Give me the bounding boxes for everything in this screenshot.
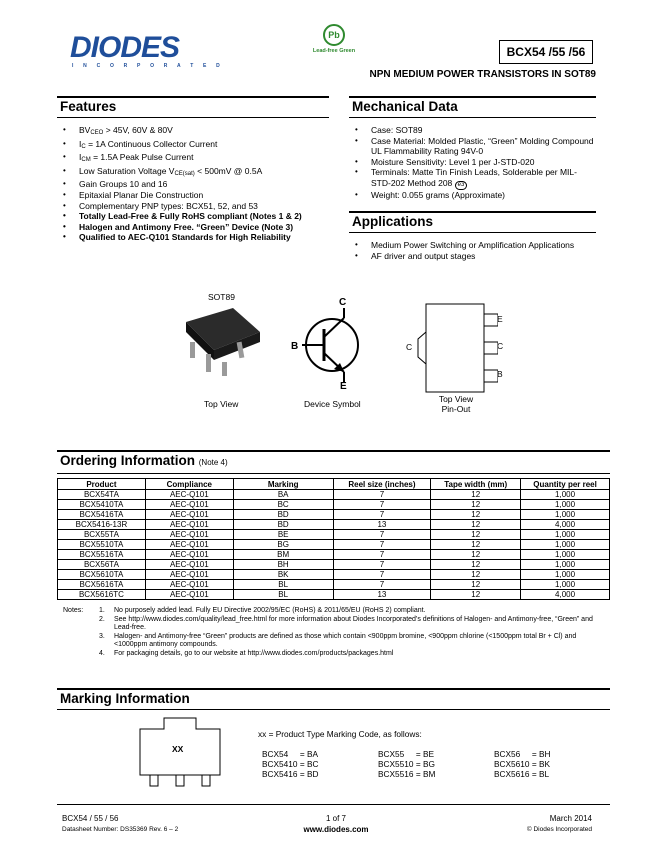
table-cell: 1,000	[521, 570, 610, 580]
table-cell: BCX5516TA	[58, 550, 146, 560]
footer-copyright: © Diodes Incorporated	[526, 826, 592, 833]
table-cell: 1,000	[521, 550, 610, 560]
table-cell: BG	[233, 540, 333, 550]
terminals-text: Terminals: Matte Tin Finish Leads, Solderable per MIL-STD-202 Method 208	[371, 167, 577, 188]
table-row	[58, 530, 610, 540]
table-cell: AEC-Q101	[145, 580, 233, 590]
list-item: • AF driver and output stages	[349, 251, 596, 262]
symbol-pin-b: B	[291, 341, 299, 352]
table-cell: BCX5616TC	[58, 590, 146, 600]
note-item: 4. For packaging details, go to our website at http://www.diodes.com/products/packages.html	[99, 649, 394, 657]
table-cell: BD	[233, 520, 333, 530]
table-cell: 1,000	[521, 560, 610, 570]
table-cell: 12	[431, 510, 521, 520]
footer-page: 1 of 7	[325, 814, 346, 823]
table-cell: BCX5510TA	[58, 540, 146, 550]
marking-section	[57, 688, 610, 710]
table-cell: 1,000	[521, 500, 610, 510]
marking-column-1: BCX54 = BA BCX5410 = BC BCX5416 = BD	[262, 749, 319, 779]
ordering-section	[57, 450, 610, 600]
table-header-cell: Tape width (mm)	[431, 479, 521, 490]
table-cell: BL	[233, 580, 333, 590]
list-item: • IC = 1A Continuous Collector Current	[57, 139, 329, 153]
table-cell: 7	[333, 490, 431, 500]
table-cell: 7	[333, 570, 431, 580]
table-row	[58, 500, 610, 510]
table-cell: 1,000	[521, 540, 610, 550]
table-header-cell: Reel size (inches)	[333, 479, 431, 490]
ordering-title: Ordering Information (Note 4)	[57, 450, 610, 474]
ordering-table	[57, 478, 610, 600]
table-cell: BCX5416-13R	[58, 520, 146, 530]
table-cell: 12	[431, 560, 521, 570]
list-item: • Case: SOT89	[349, 125, 596, 136]
table-cell: 7	[333, 530, 431, 540]
table-cell: 1,000	[521, 580, 610, 590]
list-item: • Weight: 0.055 grams (Approximate)	[349, 190, 596, 201]
marking-column-2: BCX55 = BE BCX5510 = BG BCX5516 = BM	[378, 749, 436, 779]
table-cell: 12	[431, 570, 521, 580]
marking-package-code: XX	[172, 744, 184, 754]
table-cell: 4,000	[521, 520, 610, 530]
table-cell: 1,000	[521, 490, 610, 500]
symbol-pin-e: E	[340, 381, 347, 392]
table-cell: BK	[233, 570, 333, 580]
list-item: • Medium Power Switching or Amplification Applications	[349, 240, 596, 251]
list-item	[349, 167, 596, 190]
table-cell: AEC-Q101	[145, 520, 233, 530]
table-header-cell: Product	[58, 479, 146, 490]
package-label: SOT89	[208, 292, 235, 302]
note-item: 2. See http://www.diodes.com/quality/lead_free.html for more information about Diodes Incorporated’s definitions of Halogen- and Antimony-free, “Green” and Lead-free.	[99, 615, 593, 632]
pinout-tab-c: C	[406, 342, 413, 352]
table-row	[58, 570, 610, 580]
table-cell: BCX56TA	[58, 560, 146, 570]
table-cell: BCX5610TA	[58, 570, 146, 580]
marking-column-3: BCX56 = BH BCX5610 = BK BCX5616 = BL	[494, 749, 551, 779]
table-cell: AEC-Q101	[145, 550, 233, 560]
table-cell: 12	[431, 550, 521, 560]
marking-intro: xx = Product Type Marking Code, as follows:	[258, 729, 422, 739]
table-row	[58, 540, 610, 550]
list-item: • Epitaxial Planar Die Construction	[57, 190, 329, 201]
lead-free-icon: Pb	[323, 24, 345, 46]
mechanical-title: Mechanical Data	[349, 96, 596, 118]
device-symbol-icon	[288, 296, 368, 391]
list-item: • Halogen and Antimony Free. “Green” Device (Note 3)	[57, 222, 329, 233]
table-header-row	[58, 479, 610, 490]
table-cell: BM	[233, 550, 333, 560]
table-cell: AEC-Q101	[145, 560, 233, 570]
footer-part: BCX54 / 55 / 56	[62, 814, 119, 823]
footer-date: March 2014	[549, 814, 592, 823]
applications-list	[349, 240, 596, 261]
table-cell: 12	[431, 490, 521, 500]
pinout-pin-c: C	[497, 341, 504, 351]
table-cell: 7	[333, 550, 431, 560]
list-item: • Complementary PNP types: BCX51, 52, and 53	[57, 201, 329, 212]
device-symbol-label: Device Symbol	[304, 399, 361, 409]
table-cell: AEC-Q101	[145, 530, 233, 540]
table-row	[58, 560, 610, 570]
mechanical-section	[349, 96, 596, 201]
table-cell: 13	[333, 520, 431, 530]
list-item: • Low Saturation Voltage VCE(sat) < 500mV @ 0.5A	[57, 166, 329, 180]
features-list	[57, 125, 329, 243]
lead-free-badge	[310, 24, 358, 54]
table-cell: BCX5616TA	[58, 580, 146, 590]
table-row	[58, 580, 610, 590]
table-cell: 12	[431, 500, 521, 510]
table-cell: 7	[333, 510, 431, 520]
notes-list	[63, 607, 611, 659]
marking-title: Marking Information	[57, 688, 610, 710]
table-cell: 7	[333, 580, 431, 590]
table-cell: 12	[431, 580, 521, 590]
list-item: • Case Material: Molded Plastic, “Green” Molding Compound UL Flammability Rating 94V-0	[349, 136, 596, 157]
table-header-cell: Quantity per reel	[521, 479, 610, 490]
table-cell: AEC-Q101	[145, 500, 233, 510]
table-cell: 12	[431, 590, 521, 600]
footer-website-link[interactable]: www.diodes.com	[303, 825, 369, 834]
list-item: • Qualified to AEC-Q101 Standards for High Reliability	[57, 232, 329, 243]
table-cell: AEC-Q101	[145, 590, 233, 600]
table-cell: BH	[233, 560, 333, 570]
note-item: 1. No purposely added lead. Fully EU Directive 2002/95/EC (RoHS) & 2011/65/EU (RoHS 2) compliant.	[99, 607, 426, 614]
table-cell: BCX5410TA	[58, 500, 146, 510]
table-cell: 7	[333, 500, 431, 510]
table-cell: BA	[233, 490, 333, 500]
applications-title: Applications	[349, 211, 596, 233]
table-cell: BE	[233, 530, 333, 540]
symbol-pin-c: C	[339, 297, 347, 308]
company-logo: DIODES	[70, 31, 180, 64]
table-cell: BCX55TA	[58, 530, 146, 540]
e3-mark: e3	[455, 181, 468, 190]
table-row	[58, 520, 610, 530]
table-row	[58, 550, 610, 560]
pinout-pin-b: B	[497, 369, 503, 379]
pinout-label: Top View Pin-Out	[438, 394, 474, 414]
applications-section	[349, 211, 596, 261]
notes-label: Notes:	[63, 607, 84, 614]
table-cell: 1,000	[521, 510, 610, 520]
features-title: Features	[57, 96, 329, 118]
ordering-note-ref: (Note 4)	[198, 458, 228, 467]
table-cell: AEC-Q101	[145, 490, 233, 500]
table-header-cell: Compliance	[145, 479, 233, 490]
table-cell: 7	[333, 560, 431, 570]
list-item: • ICM = 1.5A Peak Pulse Current	[57, 152, 329, 166]
pinout-pin-e: E	[497, 314, 503, 324]
footer-datasheet: Datasheet Number: DS35369 Rev. 6 – 2	[62, 826, 179, 833]
document-subtitle: NPN MEDIUM POWER TRANSISTORS IN SOT89	[369, 69, 596, 80]
table-cell: AEC-Q101	[145, 510, 233, 520]
table-cell: BCX5416TA	[58, 510, 146, 520]
top-view-label: Top View	[204, 399, 239, 409]
table-cell: AEC-Q101	[145, 540, 233, 550]
table-cell: BCX54TA	[58, 490, 146, 500]
table-cell: BC	[233, 500, 333, 510]
company-logo-subtext: I N C O R P O R A T E D	[72, 63, 224, 69]
sot89-package-illustration	[178, 302, 268, 382]
list-item: • BVCEO > 45V, 60V & 80V	[57, 125, 329, 139]
table-cell: 12	[431, 540, 521, 550]
table-cell: 12	[431, 520, 521, 530]
table-cell: 12	[431, 530, 521, 540]
features-section	[57, 96, 329, 243]
notes-section	[63, 607, 611, 659]
list-item: • Moisture Sensitivity: Level 1 per J-STD-020	[349, 157, 596, 168]
table-header-cell: Marking	[233, 479, 333, 490]
mechanical-list	[349, 125, 596, 201]
table-cell: BD	[233, 510, 333, 520]
table-row	[58, 590, 610, 600]
note-item: 3. Halogen- and Antimony-free “Green” products are defined as those which contain <900ppm bromine, <900ppm chlorine (<1500ppm total Br + Cl) and <1000ppm antimony compounds.	[99, 632, 577, 649]
table-cell: 1,000	[521, 530, 610, 540]
table-row	[58, 490, 610, 500]
table-cell: 4,000	[521, 590, 610, 600]
table-body	[58, 490, 610, 600]
table-cell: AEC-Q101	[145, 570, 233, 580]
pinout-diagram	[406, 302, 498, 394]
list-item: • Totally Lead-Free & Fully RoHS compliant (Notes 1 & 2)	[57, 211, 329, 222]
lead-free-label: Lead-free Green	[312, 48, 356, 54]
table-cell: 13	[333, 590, 431, 600]
list-item: • Gain Groups 10 and 16	[57, 179, 329, 190]
footer-rule	[57, 804, 610, 805]
table-cell: 7	[333, 540, 431, 550]
table-row	[58, 510, 610, 520]
part-number-box: BCX54 /55 /56	[499, 40, 593, 64]
table-cell: BL	[233, 590, 333, 600]
